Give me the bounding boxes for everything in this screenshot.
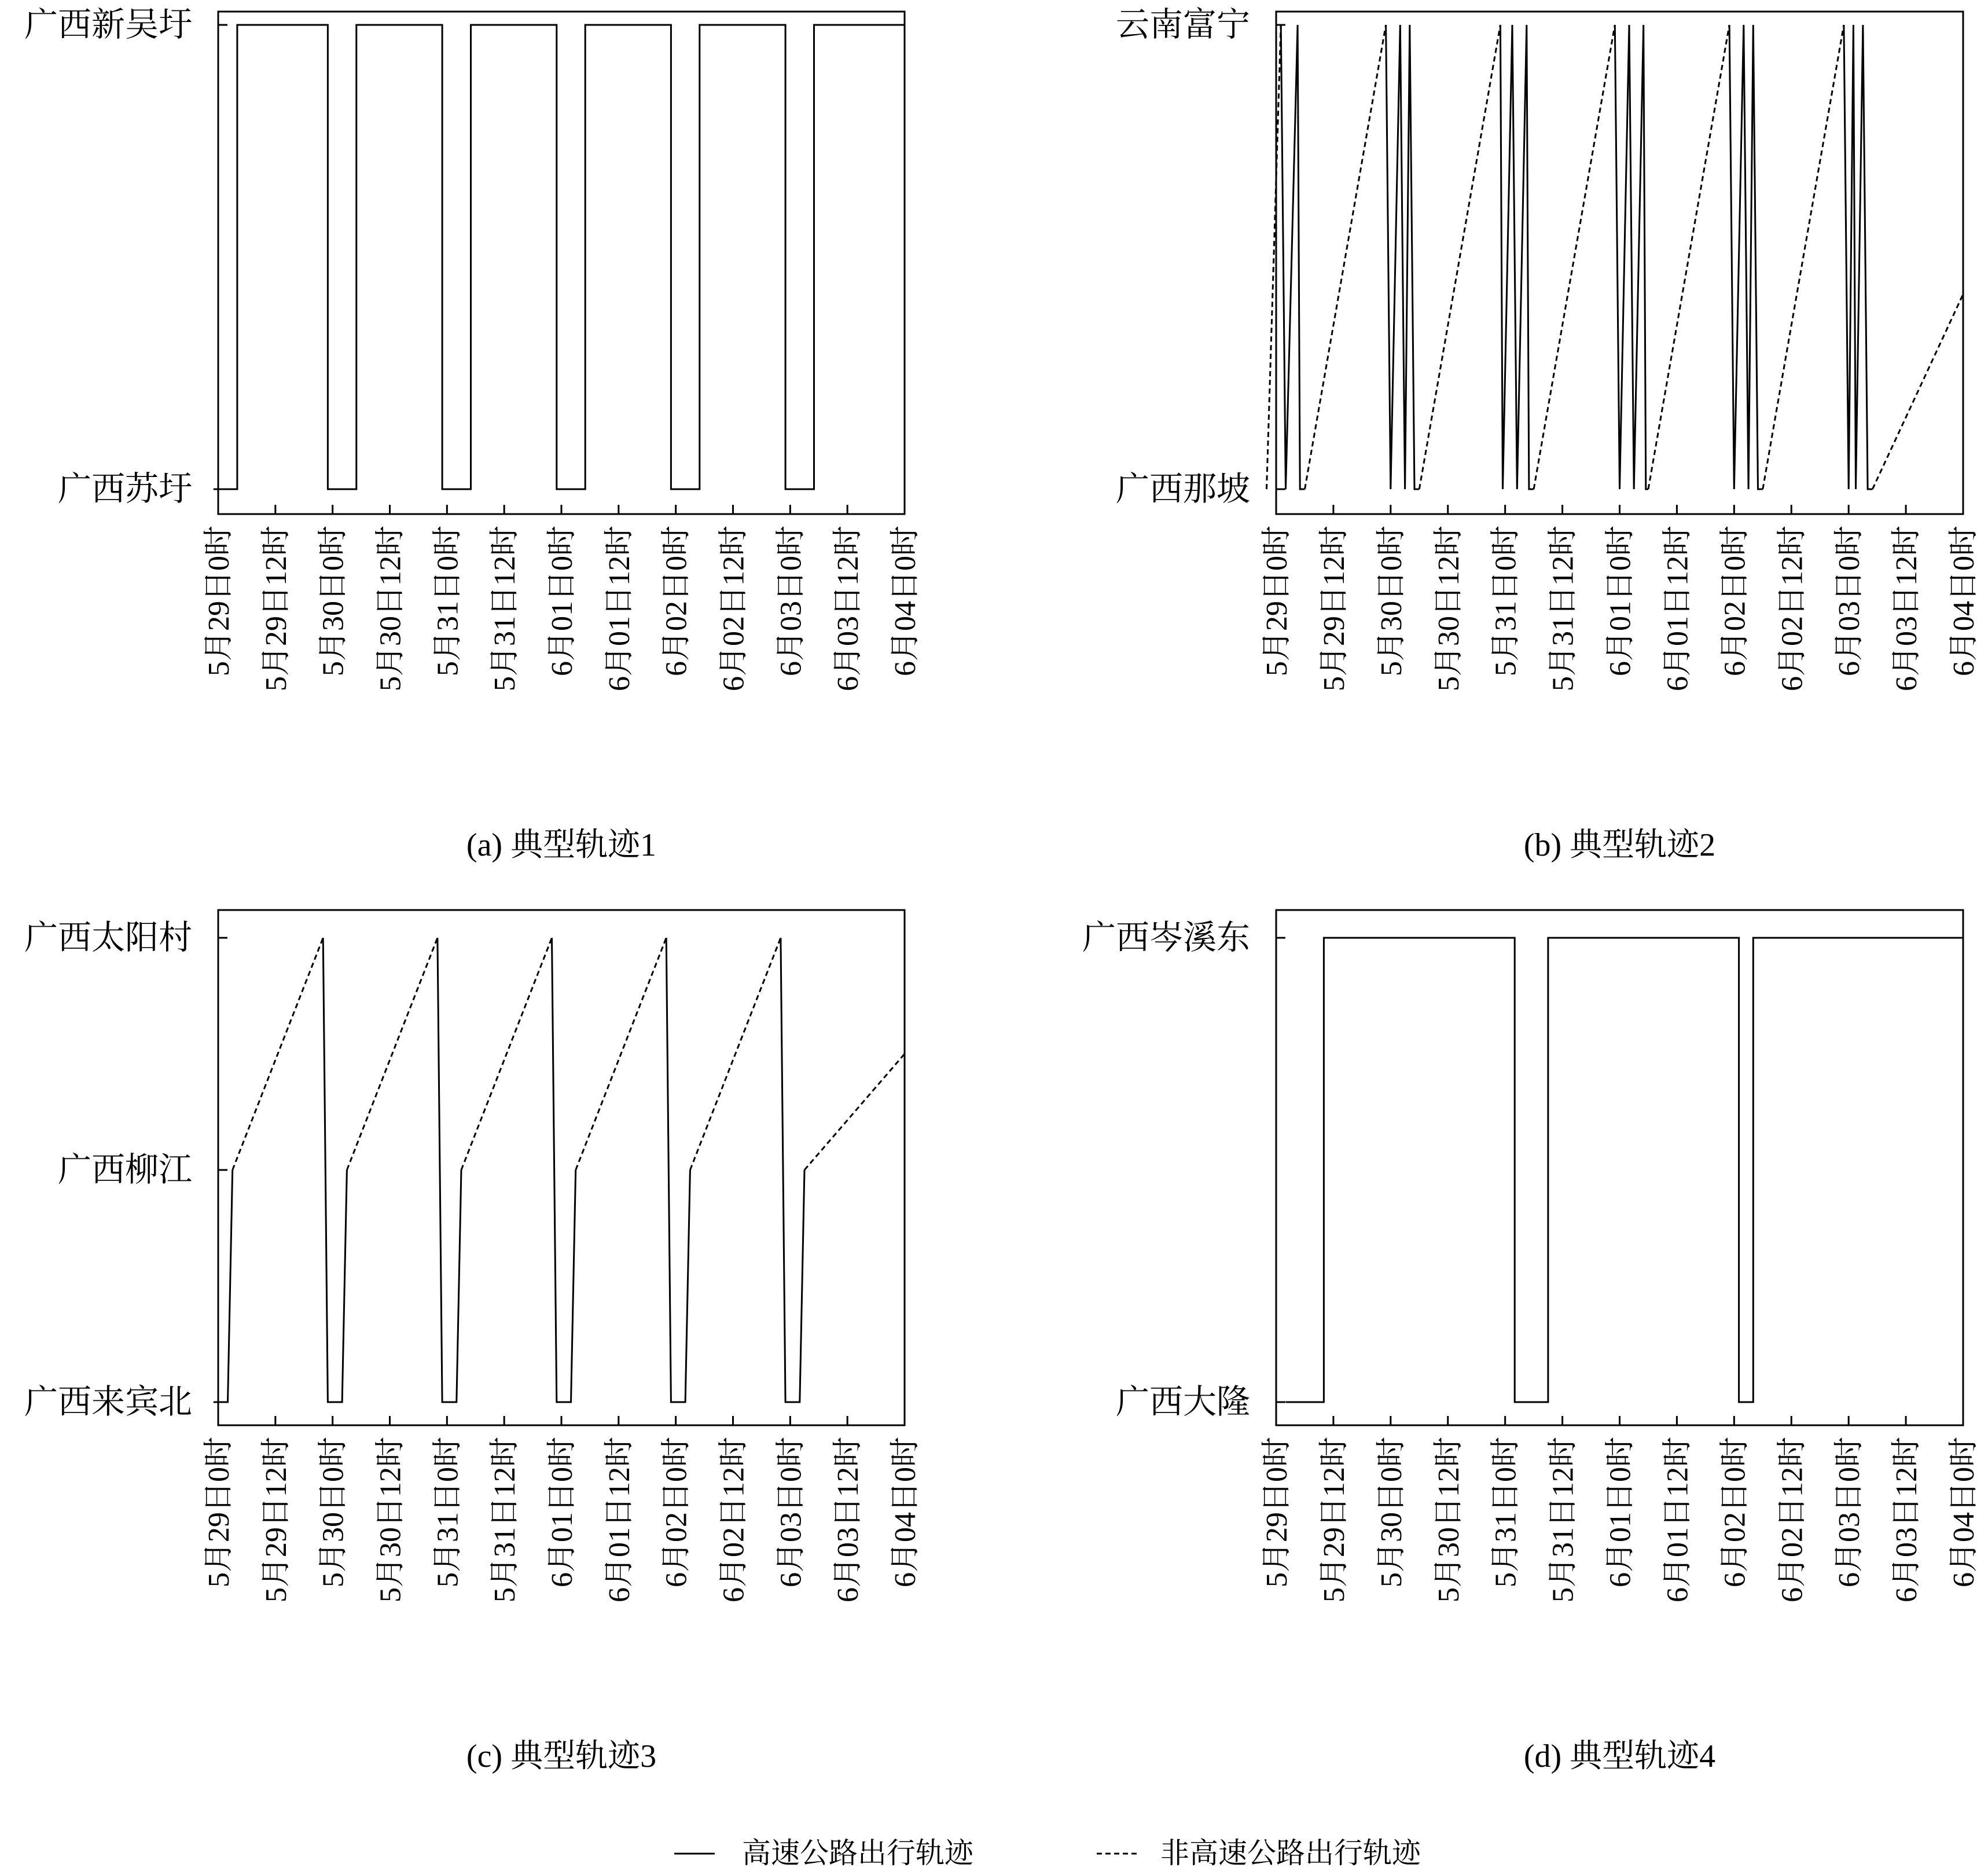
x-tick-label: 5月31日0时: [1489, 526, 1523, 677]
highway-trajectory: [552, 938, 576, 1402]
x-tick-label: 5月30日12时: [374, 526, 407, 692]
x-tick-label: 6月02日12时: [717, 1437, 751, 1603]
x-tick-label: 5月31日0时: [431, 1437, 465, 1588]
plot-frame: [218, 12, 905, 514]
highway-trajectory: [1844, 25, 1873, 489]
x-tick-label: 6月01日0时: [546, 526, 579, 677]
x-tick-label: 5月31日0时: [1489, 1437, 1523, 1588]
x-tick-label: 5月29日12时: [1317, 1437, 1351, 1603]
non-highway-trajectory: [1419, 25, 1500, 489]
x-tick-label: 6月02日0时: [660, 526, 693, 677]
x-tick-label: 6月02日0时: [660, 1437, 693, 1588]
non-highway-trajectory: [461, 938, 552, 1170]
x-tick-label: 6月02日0时: [1718, 1437, 1752, 1588]
highway-trajectory: [1615, 25, 1648, 489]
y-category-label: 广西来宾北: [24, 1383, 192, 1421]
highway-trajectory: [1500, 25, 1534, 489]
x-tick-label: 5月30日12时: [374, 1437, 407, 1603]
x-tick-label: 6月04日0时: [889, 526, 922, 677]
y-category-label: 广西大隆: [1115, 1383, 1250, 1421]
x-tick-label: 5月29日12时: [259, 1437, 293, 1603]
highway-trajectory: [1729, 25, 1763, 489]
non-highway-trajectory: [1763, 25, 1844, 489]
x-tick-label: 6月01日0时: [1604, 1437, 1637, 1588]
y-category-label: 云南富宁: [1115, 6, 1250, 43]
x-tick-label: 6月03日0时: [774, 526, 808, 677]
x-tick-label: 6月02日12时: [717, 526, 751, 692]
non-highway-trajectory: [576, 938, 666, 1170]
x-tick-label: 6月01日12时: [1661, 1437, 1695, 1603]
x-tick-label: 5月31日12时: [488, 526, 522, 692]
x-tick-label: 5月29日0时: [203, 526, 236, 677]
non-highway-trajectory: [347, 938, 438, 1170]
non-highway-trajectory: [1534, 25, 1615, 489]
x-tick-label: 6月03日0时: [1833, 1437, 1866, 1588]
highway-trajectory: [1386, 25, 1420, 489]
x-tick-label: 6月01日0时: [546, 1437, 579, 1588]
x-tick-label: 5月30日12时: [1432, 1437, 1465, 1603]
highway-trajectory: [214, 1170, 233, 1402]
legend: [674, 1837, 1421, 1869]
x-tick-label: 5月31日12时: [488, 1437, 522, 1603]
x-tick-label: 6月04日0时: [889, 1437, 922, 1588]
x-tick-label: 6月03日12时: [832, 1437, 865, 1603]
highway-trajectory: [666, 938, 690, 1402]
x-tick-label: 5月31日0时: [431, 526, 465, 677]
legend-non-highway-label: 非高速公路出行轨迹: [1160, 1837, 1421, 1869]
panel-caption: (a) 典型轨迹1: [466, 827, 657, 863]
x-tick-label: 6月04日0时: [1947, 526, 1980, 677]
y-category-label: 广西那坡: [1115, 470, 1250, 508]
x-tick-label: 6月03日12时: [1890, 1437, 1924, 1603]
highway-trajectory: [1286, 938, 1964, 1402]
x-tick-label: 5月29日0时: [203, 1437, 236, 1588]
legend-highway-label: 高速公路出行轨迹: [742, 1837, 973, 1869]
x-tick-label: 5月30日0时: [317, 526, 350, 677]
x-tick-label: 5月30日0时: [1375, 1437, 1408, 1588]
x-tick-label: 5月29日12时: [1317, 526, 1351, 692]
non-highway-trajectory: [233, 938, 324, 1170]
x-tick-label: 5月29日0时: [1261, 1437, 1294, 1588]
x-tick-label: 6月02日12时: [1776, 526, 1809, 692]
x-tick-label: 5月29日0时: [1261, 526, 1294, 677]
x-tick-label: 6月03日0时: [1833, 526, 1866, 677]
x-tick-label: 6月03日0时: [774, 1437, 808, 1588]
non-highway-trajectory: [804, 1054, 905, 1171]
non-highway-trajectory: [1648, 25, 1729, 489]
x-tick-label: 6月02日12时: [1776, 1437, 1809, 1603]
y-category-label: 广西新吴圩: [24, 6, 192, 43]
x-tick-label: 5月31日12时: [1546, 1437, 1580, 1603]
highway-trajectory: [323, 938, 347, 1402]
panel-caption: (d) 典型轨迹4: [1523, 1738, 1716, 1774]
x-tick-label: 5月29日12时: [259, 526, 293, 692]
y-category-label: 广西柳江: [57, 1151, 192, 1188]
x-tick-label: 5月30日0时: [1375, 526, 1408, 677]
y-category-label: 广西太阳村: [24, 919, 192, 956]
highway-trajectory: [781, 938, 804, 1402]
highway-trajectory: [1281, 25, 1304, 489]
panel-a: [24, 6, 922, 863]
panel-caption: (b) 典型轨迹2: [1523, 827, 1716, 863]
y-category-label: 广西苏圩: [57, 470, 192, 508]
x-tick-label: 5月30日0时: [317, 1437, 350, 1588]
highway-trajectory: [438, 938, 461, 1402]
panel-d: [1082, 910, 1980, 1774]
x-tick-label: 6月01日12时: [1661, 526, 1695, 692]
x-tick-label: 6月04日0时: [1947, 1437, 1980, 1588]
x-tick-label: 5月31日12时: [1546, 526, 1580, 692]
x-tick-label: 6月03日12时: [832, 526, 865, 692]
x-tick-label: 6月01日12时: [602, 1437, 636, 1603]
non-highway-trajectory: [1872, 294, 1963, 489]
x-tick-label: 6月01日0时: [1604, 526, 1637, 677]
non-highway-trajectory: [690, 938, 781, 1170]
panel-caption: (c) 典型轨迹3: [466, 1738, 657, 1774]
non-highway-trajectory: [1267, 25, 1281, 489]
x-tick-label: 6月03日12时: [1890, 526, 1924, 692]
plot-frame: [1276, 910, 1963, 1425]
panel-b: [1116, 6, 1980, 863]
y-category-label: 广西岑溪东: [1082, 919, 1250, 956]
panel-c: [24, 910, 922, 1774]
highway-trajectory: [214, 25, 905, 489]
non-highway-trajectory: [1305, 25, 1386, 489]
x-tick-label: 6月01日12时: [602, 526, 636, 692]
x-tick-label: 5月30日12时: [1432, 526, 1465, 692]
x-tick-label: 6月02日0时: [1718, 526, 1752, 677]
